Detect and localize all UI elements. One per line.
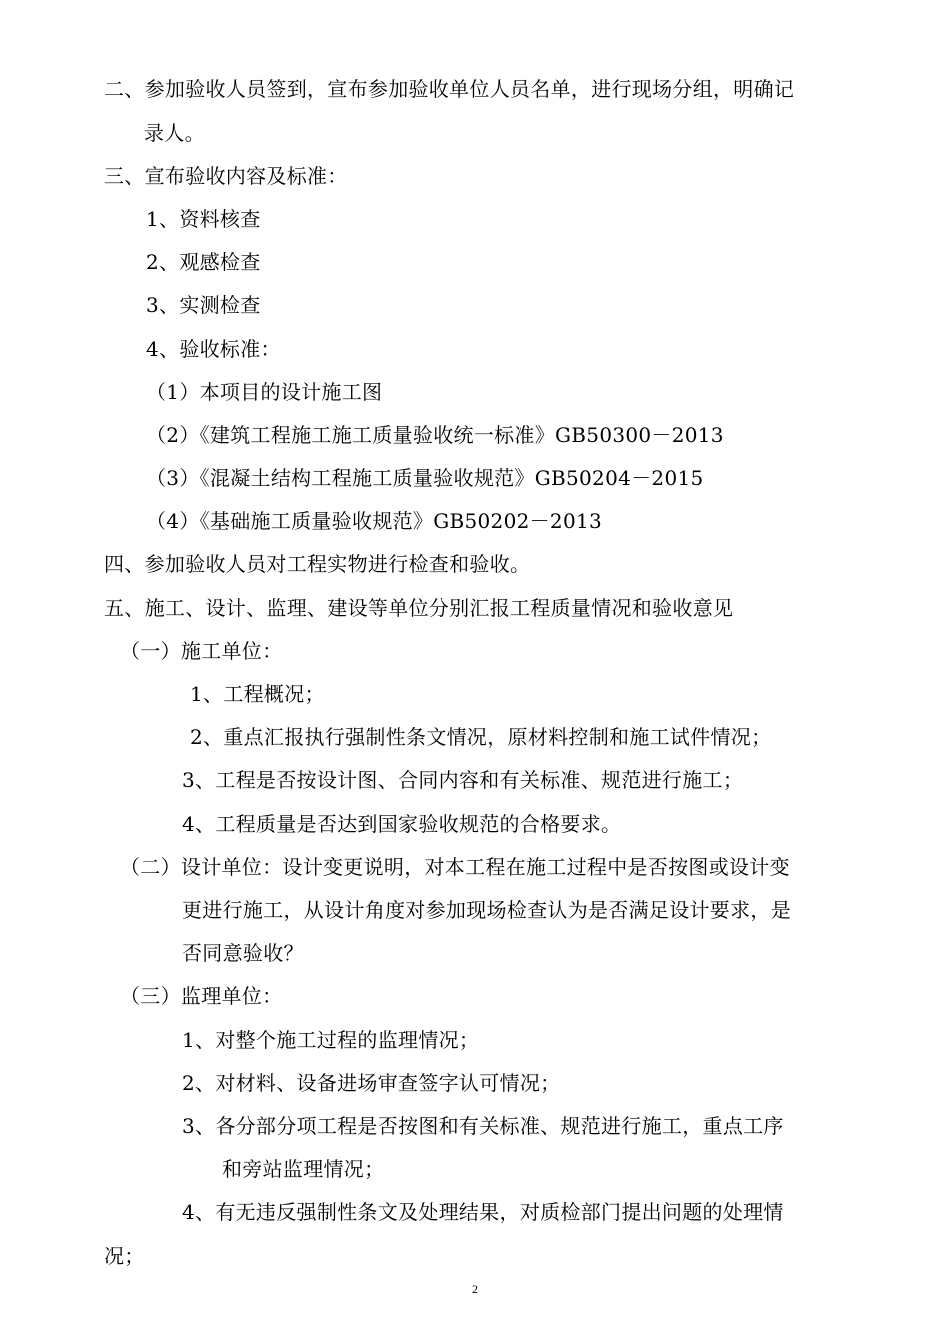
text-line: （三）监理单位： — [120, 984, 283, 1008]
text-line: 和旁站监理情况； — [222, 1157, 385, 1181]
text-line: 1、资料核查 — [146, 207, 261, 231]
text-line: （二）设计单位：设计变更说明，对本工程在施工过程中是否按图或设计变 — [120, 855, 790, 879]
text-line: 1、对整个施工过程的监理情况； — [182, 1028, 480, 1052]
text-line: 四、参加验收人员对工程实物进行检查和验收。 — [104, 552, 531, 576]
text-line: 录人。 — [144, 121, 205, 145]
text-line: （4）《基础施工质量验收规范》GB50202－2013 — [146, 509, 603, 533]
text-line: 3、实测检查 — [146, 293, 261, 317]
text-line: 3、工程是否按设计图、合同内容和有关标准、规范进行施工； — [182, 768, 744, 792]
text-line: 3、各分部分项工程是否按图和有关标准、规范进行施工，重点工序 — [182, 1114, 784, 1138]
text-line: （一）施工单位： — [120, 639, 283, 663]
text-line: 五、施工、设计、监理、建设等单位分别汇报工程质量情况和验收意见 — [104, 596, 734, 620]
text-line: 2、观感检查 — [146, 250, 261, 274]
text-line: 2、对材料、设备进场审查签字认可情况； — [182, 1071, 561, 1095]
text-line: （2）《建筑工程施工施工质量验收统一标准》GB50300－2013 — [146, 423, 724, 447]
text-line: 否同意验收？ — [182, 941, 304, 965]
text-line: 况； — [104, 1244, 145, 1268]
text-line: 4、有无违反强制性条文及处理结果，对质检部门提出问题的处理情 — [182, 1200, 784, 1224]
text-line: 4、验收标准： — [146, 337, 281, 361]
text-line: 三、宣布验收内容及标准： — [104, 164, 348, 188]
text-line: 二、参加验收人员签到，宣布参加验收单位人员名单，进行现场分组，明确记 — [104, 77, 795, 101]
text-line: （3）《混凝土结构工程施工质量验收规范》GB50204－2015 — [146, 466, 704, 490]
text-line: 4、工程质量是否达到国家验收规范的合格要求。 — [182, 812, 622, 836]
text-line: （1）本项目的设计施工图 — [146, 380, 383, 404]
page-number: 2 — [472, 1282, 478, 1296]
text-line: 更进行施工，从设计角度对参加现场检查认为是否满足设计要求，是 — [182, 898, 791, 922]
text-line: 1、工程概况； — [190, 682, 325, 706]
text-line: 2、重点汇报执行强制性条文情况，原材料控制和施工试件情况； — [190, 725, 772, 749]
